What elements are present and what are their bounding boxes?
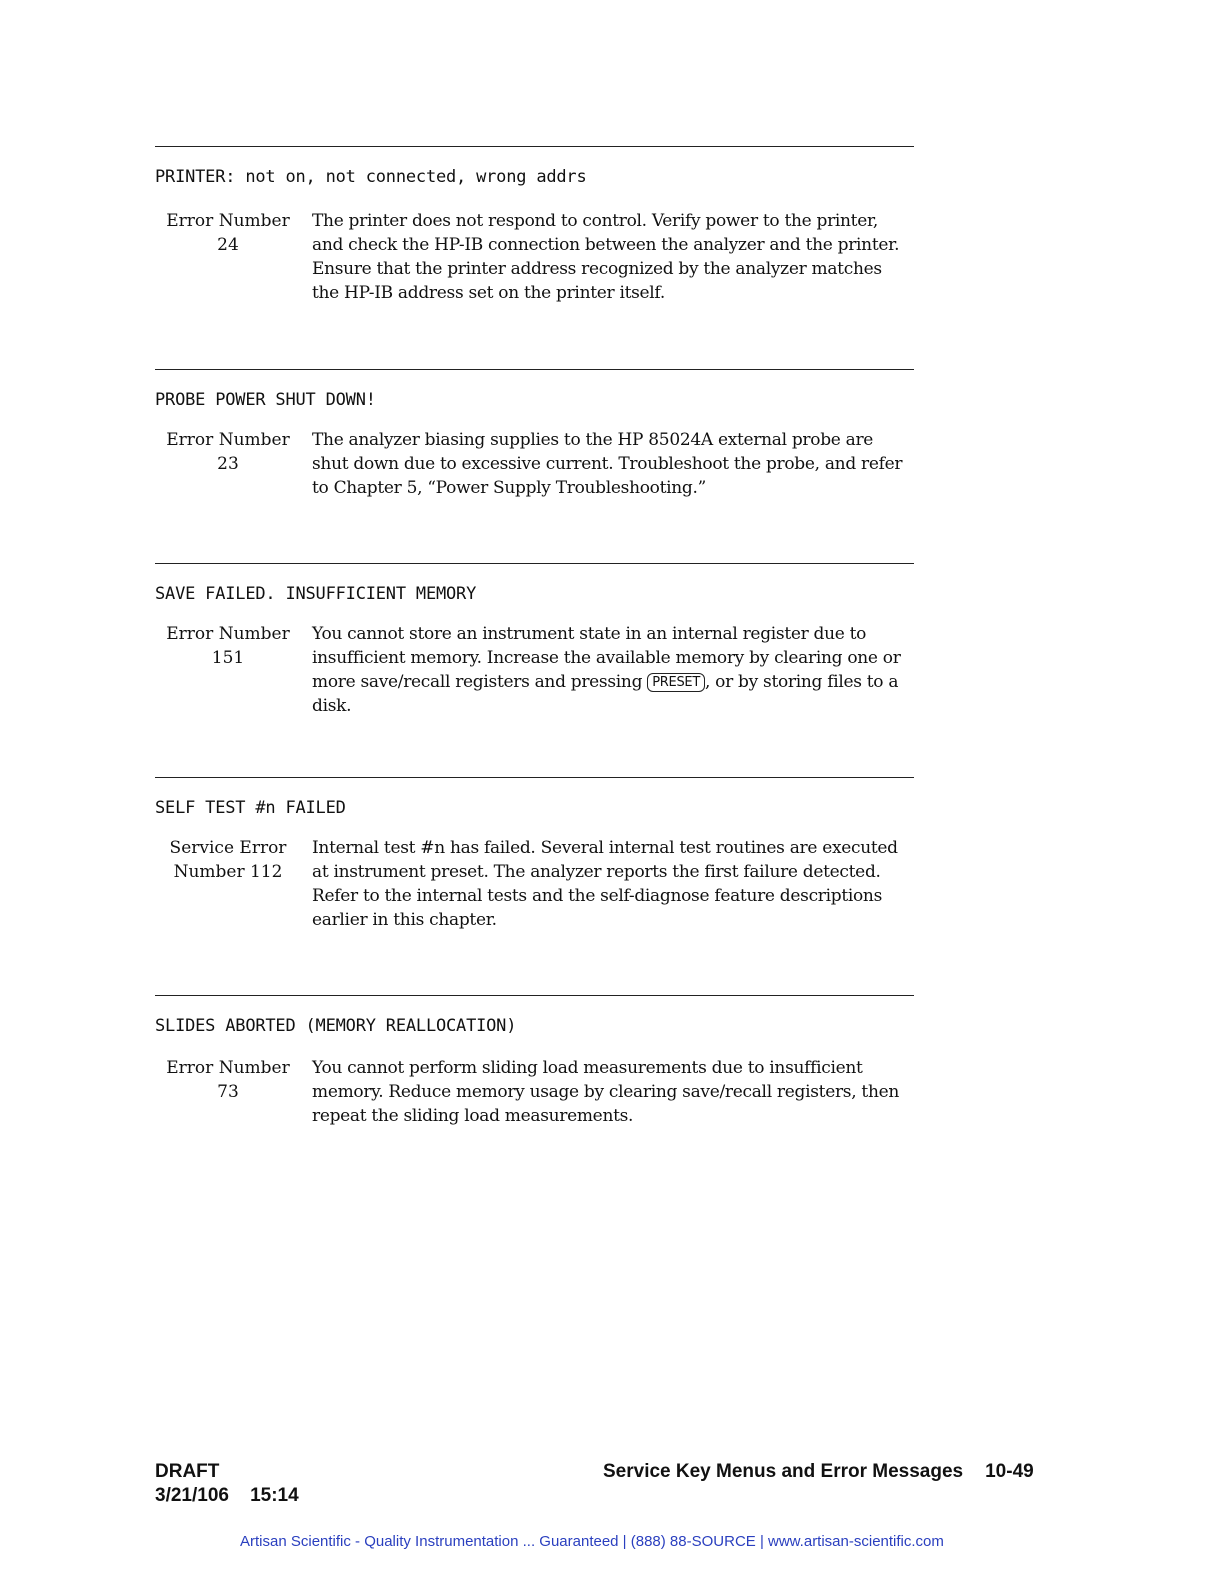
error-entry-body [155,1056,914,1128]
draft-label: DRAFT [155,1461,220,1482]
error-label-line1: Error Number [166,430,290,450]
error-number-label [155,836,301,932]
error-number-label [155,1056,301,1128]
footer-page-info [603,1460,1034,1484]
error-entry-body [155,428,914,500]
error-label-line2: Number 112 [173,862,283,882]
error-description: Internal test #n has failed. Several internal test routines are executed at instrument preset. The analyzer reports the first failure detected. Refer to the internal tests and the self-diagnose feature descriptions earlier in this chapter. [312,838,898,930]
draft-datetime: 3/21/106 15:14 [155,1485,299,1506]
error-label-line1: Service Error [169,838,287,858]
error-label-line2: 23 [217,454,239,474]
error-entry-body [155,209,914,305]
error-entry-printer [155,146,914,305]
error-entry-slides-aborted [155,995,914,1128]
error-label-line1: Error Number [166,1058,290,1078]
artisan-banner-link[interactable]: Artisan Scientific - Quality Instrumentation ... Guaranteed | (888) 88-SOURCE | www.artisan-scientific.com [240,1533,944,1550]
error-number-label [155,428,301,500]
chapter-title: Service Key Menus and Error Messages [603,1461,964,1482]
error-entry-probe-power [155,369,914,500]
error-label-line1: Error Number [166,211,290,231]
error-entry-self-test [155,777,914,932]
divider-rule [155,995,914,996]
error-description: The analyzer biasing supplies to the HP 85024A external probe are shut down due to excessive current. Troubleshoot the probe, and refer to Chapter 5, “Power Supply Troubleshooting.” [312,430,903,498]
divider-rule [155,369,914,370]
preset-key-icon: PRESET [647,673,705,692]
error-number-label [155,622,301,718]
error-label-line2: 24 [217,235,239,255]
description-text-after: , or by storing files to a disk. [312,672,899,716]
divider-rule [155,146,914,147]
error-label-line1: Error Number [166,624,290,644]
description-text-before: You cannot store an instrument state in an internal register due to insufficient memory. Increase the available memory by clearing one or more save/recall registers and pressing [312,624,901,692]
error-number-label [155,209,301,305]
error-entry-body [155,836,914,932]
footer-draft-info [155,1460,299,1508]
divider-rule [155,563,914,564]
error-entry-save-failed [155,563,914,718]
error-message-heading: SELF TEST #n FAILED [155,798,346,818]
error-description: The printer does not respond to control. Verify power to the printer, and check the HP-IB connection between the analyzer and the printer. Ensure that the printer address recognized by the analyzer matches the HP-IB address set on the printer itself. [312,211,900,303]
error-message-heading: PRINTER: not on, not connected, wrong addrs [155,167,587,187]
error-message-heading: SLIDES ABORTED (MEMORY REALLOCATION) [155,1016,517,1036]
error-description: You cannot perform sliding load measurements due to insufficient memory. Reduce memory usage by clearing save/recall registers, then repeat the sliding load measurements. [312,1058,900,1126]
error-message-heading: PROBE POWER SHUT DOWN! [155,390,376,410]
error-label-line2: 73 [217,1082,239,1102]
page-number: 10-49 [985,1461,1034,1482]
error-label-line2: 151 [211,648,245,668]
error-description [312,622,912,718]
error-entry-body [155,622,914,718]
divider-rule [155,777,914,778]
error-message-heading: SAVE FAILED. INSUFFICIENT MEMORY [155,584,477,604]
